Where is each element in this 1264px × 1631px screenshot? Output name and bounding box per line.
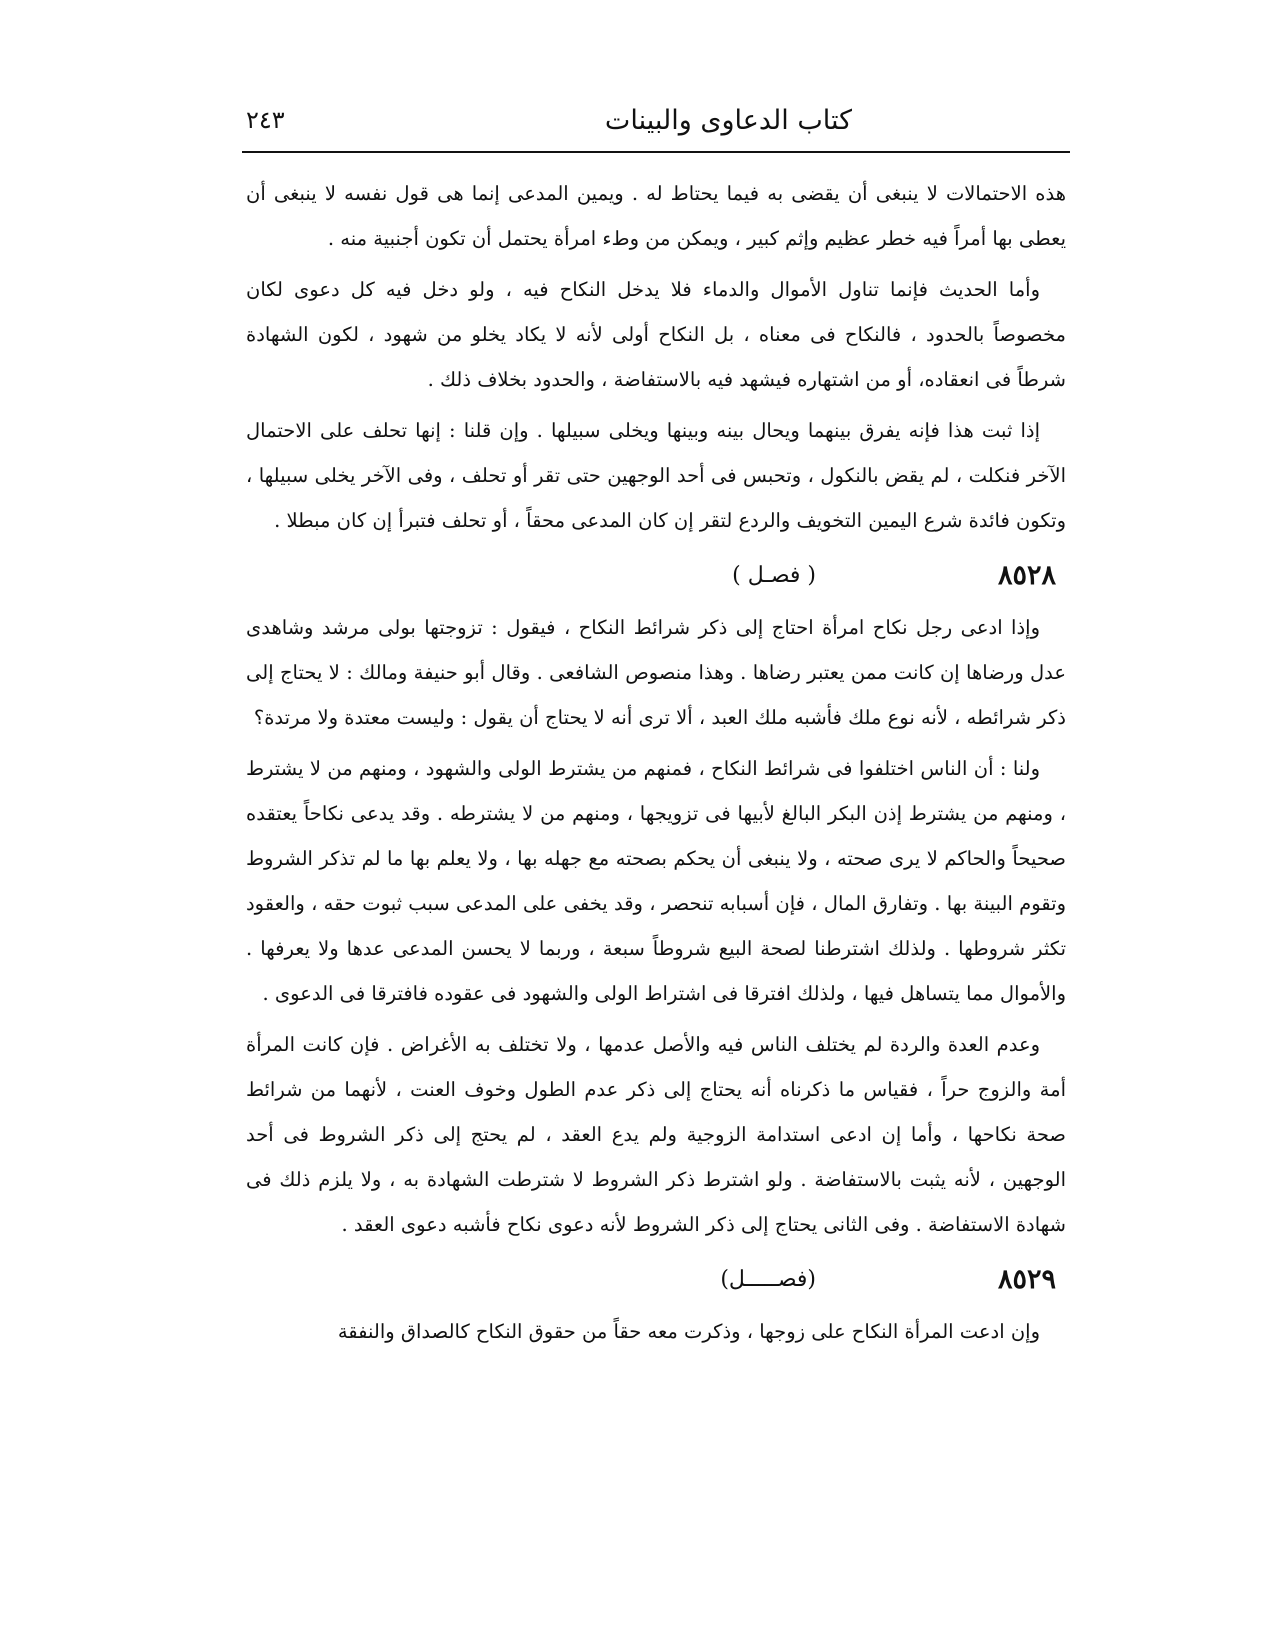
section-heading (246, 549, 1066, 601)
paragraph: وعدم العدة والردة لم يختلف الناس فيه والأصل عدمها ، ولا تختلف به الأغراض . فإن كانت المرأة أمة والزوج حراً ، فقياس ما ذكرناه أنه يحتاج إلى ذكر عدم الطول وخوف العنت ، لأنهما من شرائط صحة نكاحها ، وأما إن ادعى استدامة الزوجية ولم يدع العقد ، لم يحتج إلى ذكر الشروط فى أحد الوجهين ، لأنه يثبت بالاستفاضة . ولو اشترط ذكر الشروط لا شترطت الشهادة به ، ولا يلزم ذلك فى شهادة الاستفاضة . وفى الثانى يحتاج إلى ذكر الشروط لأنه دعوى نكاح فأشبه دعوى العقد . (246, 1033, 1066, 1236)
section-number: ٨٥٢٩ (997, 1263, 1056, 1295)
paragraph: وأما الحديث فإنما تناول الأموال والدماء فلا يدخل النكاح فيه ، ولو دخل فيه كل دعوى لكان مخصوصاً بالحدود ، فالنكاح فى معناه ، بل النكاح أولى لأنه لا يكاد يخلو من شهود ، لكون الشهادة شرطاً فى انعقاده، أو من اشتهاره فيشهد فيه بالاستفاضة ، والحدود بخلاف ذلك . (246, 278, 1067, 391)
paragraph: وإن ادعت المرأة النكاح على زوجها ، وذكرت معه حقاً من حقوق النكاح كالصداق والنفقة (337, 1320, 1040, 1343)
section-heading (246, 1253, 1066, 1305)
section-label: (فصـــــل) (720, 1266, 816, 1292)
paragraph: إذا ثبت هذا فإنه يفرق بينهما ويحال بينه وبينها ويخلى سبيلها . وإن قلنا : إنها تحلف على الاحتمال الآخر فنكلت ، لم يقض بالنكول ، وتحبس فى أحد الوجهين حتى تقر أو تحلف ، وفى الآخر يخلى سبيلها ، وتكون فائدة شرع اليمين التخويف والردع لتقر إن كان المدعى محقاً ، أو تحلف فتبرأ إن كان مبطلا . (246, 419, 1066, 532)
paragraph: ولنا : أن الناس اختلفوا فى شرائط النكاح ، فمنهم من يشترط الولى والشهود ، ومنهم من لا يشترط ، ومنهم من يشترط إذن البكر البالغ لأبيها فى تزويجها ، ومنهم من لا يشترطه . وقد يدعى نكاحاً يعتقده صحيحاً والحاكم لا يرى صحته ، ولا ينبغى أن يحكم بصحته مع جهله بها ، ولا يعلم بها ما لم تذكر الشروط وتقوم البينة بها . وتفارق المال ، فإن أسبابه تنحصر ، وقد يخفى على المدعى سبب ثبوت حقه ، والعقود تكثر شروطها . ولذلك اشترطنا لصحة البيع شروطاً سبعة ، وربما لا يحسن المدعى عدها ولا يعرفها . والأموال مما يتساهل فيها ، ولذلك افترقا فى اشتراط الولى والشهود فى عقوده فافترقا فى الدعوى . (246, 757, 1066, 1005)
section-number: ٨٥٢٨ (997, 559, 1056, 591)
header-title: كتاب الدعاوى والبينات (604, 104, 852, 136)
page-body (246, 171, 1066, 1360)
page-number: ٢٤٣ (246, 106, 285, 134)
running-header (246, 98, 1066, 142)
header-rule (242, 151, 1070, 153)
section-label: ( فصـل ) (732, 562, 816, 588)
paragraph: وإذا ادعى رجل نكاح امرأة احتاج إلى ذكر شرائط النكاح ، فيقول : تزوجتها بولى مرشد وشاهدى عدل ورضاها إن كانت ممن يعتبر رضاها . وهذا منصوص الشافعى . وقال أبو حنيفة ومالك : لا يحتاج إلى ذكر شرائطه ، لأنه نوع ملك فأشبه ملك العبد ، ألا ترى أنه لا يحتاج أن يقول : وليست معتدة ولا مرتدة؟ (246, 616, 1066, 729)
paragraph: هذه الاحتمالات لا ينبغى أن يقضى به فيما يحتاط له . ويمين المدعى إنما هى قول نفسه لا ينبغى أن يعطى بها أمراً فيه خطر عظيم وإثم كبير ، ويمكن من وطء امرأة يحتمل أن تكون أجنبية منه . (246, 182, 1066, 250)
